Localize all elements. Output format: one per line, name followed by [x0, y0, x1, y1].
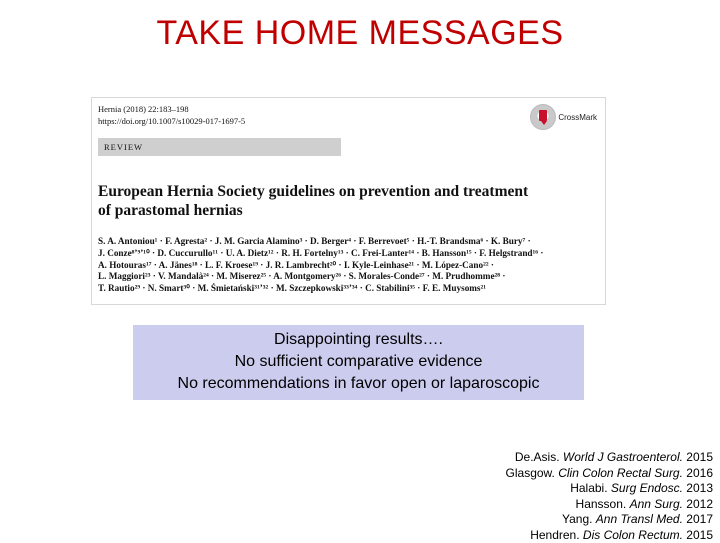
article-title [98, 182, 598, 220]
message-line: Disappointing results…. [133, 329, 584, 351]
message-box [133, 325, 584, 400]
reference-item: Yang. Ann Transl Med. 2017 [506, 512, 713, 528]
author-line: J. Conze⁸ʼ⁹ʼ¹⁰ · D. Cuccurullo¹¹ · U. A. Dietz¹² · R. H. Fortelny¹³ · C. Frei-Lanter¹⁴ · B. Hansson¹⁵ · F. Helgstrand¹⁶ · [98, 248, 598, 260]
journal-citation: Hernia (2018) 22:183–198 [98, 104, 245, 116]
reference-list [506, 450, 713, 543]
reference-item: Hansson. Ann Surg. 2012 [506, 497, 713, 513]
crossmark-badge [530, 104, 597, 130]
author-line: A. Hotouras¹⁷ · A. Jänes¹⁸ · L. F. Kroese¹⁹ · J. R. Lambrecht²⁰ · I. Kyle-Leinhase²¹ · M. López-Cano²² · [98, 260, 598, 272]
crossmark-icon [530, 104, 556, 130]
article-title-line: European Hernia Society guidelines on prevention and treatment [98, 182, 598, 201]
reference-item: Hendren. Dis Colon Rectum. 2015 [506, 528, 713, 543]
paper-meta [98, 104, 245, 127]
reference-item: De.Asis. World J Gastroenterol. 2015 [506, 450, 713, 466]
paper-screenshot [91, 97, 606, 305]
slide-title: TAKE HOME MESSAGES [0, 14, 720, 53]
crossmark-label: CrossMark [558, 113, 597, 122]
message-line: No recommendations in favor open or laparoscopic [133, 373, 584, 395]
section-label: REVIEW [98, 138, 341, 156]
reference-item: Glasgow. Clin Colon Rectal Surg. 2016 [506, 466, 713, 482]
reference-item: Halabi. Surg Endosc. 2013 [506, 481, 713, 497]
author-line: S. A. Antoniou¹ · F. Agresta² · J. M. Garcia Alamino³ · D. Berger⁴ · F. Berrevoet⁵ · H.-T. Brandsma⁶ · K. Bury⁷ · [98, 236, 598, 248]
message-line: No sufficient comparative evidence [133, 351, 584, 373]
doi-link: https://doi.org/10.1007/s10029-017-1697-5 [98, 116, 245, 128]
author-line: L. Maggiori²³ · V. Mandalà²⁴ · M. Miserez²⁵ · A. Montgomery²⁶ · S. Morales-Conde²⁷ · M. Prudhomme²⁸ · [98, 271, 598, 283]
author-list [98, 236, 598, 295]
article-title-line: of parastomal hernias [98, 201, 598, 220]
author-line: T. Rautio²⁹ · N. Smart³⁰ · M. Śmietański³¹ʼ³² · M. Szczepkowski³³ʼ³⁴ · C. Stabilini³⁵ · F. E. Muysoms²¹ [98, 283, 598, 295]
